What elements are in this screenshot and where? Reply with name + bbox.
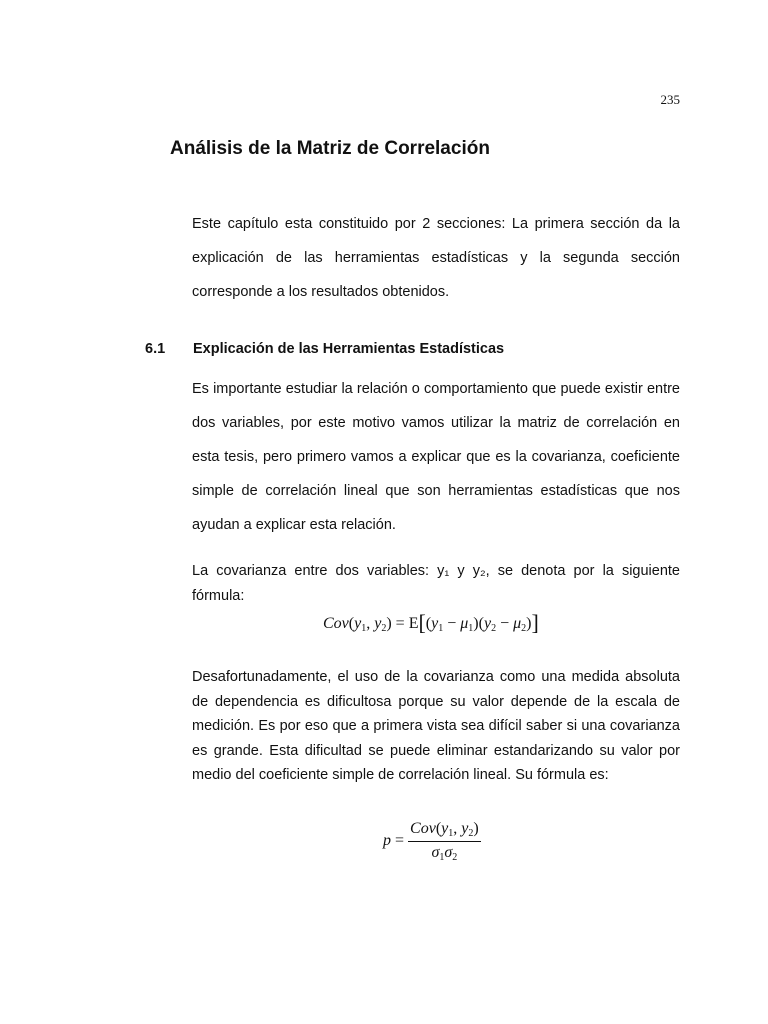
- section-paragraph: Es importante estudiar la relación o comportamiento que puede existir entre dos variables, por este motivo vamos utilizar la matriz de correlación en esta tesis, pero primero vamos a explicar que es la covarianza, coeficiente simple de correlación lineal que son herramientas estadísticas que nos ayudan a explicar esta relación.: [192, 381, 680, 533]
- fraction-numerator: $Cov(y_1$, $y_2$): [408, 820, 481, 842]
- expectation-symbol: E: [408, 615, 419, 632]
- intro-paragraph: Este capítulo esta constituido por 2 secciones: La primera sección da la explicación de las herramientas estadísticas y la segunda sección corresponde a los resultados obtenidos.: [192, 216, 680, 300]
- correlation-paragraph: Desafortunadamente, el uso de la covarianza como una medida absoluta de dependencia es dificultosa porque su valor depende de la escala de medición. Es por eso que a primera vista sea difícil saber si una covarianza es grande. Esta dificultad se puede eliminar estandarizando su valor por medio del coeficiente simple de correlación lineal. Su fórmula es:: [192, 669, 680, 783]
- correlation-fraction: [408, 820, 481, 863]
- p-symbol: p: [383, 832, 391, 850]
- section-number: 6.1: [145, 341, 166, 357]
- cov-func: Cov: [323, 615, 349, 632]
- page-number: 235: [660, 92, 680, 107]
- section-heading: [145, 341, 504, 357]
- section-title: Explicación de las Herramientas Estadísticas: [193, 341, 505, 357]
- covariance-formula: $Cov(y_1$, $y_2) = E[(y_1 - \mu_1)(y_2 - \mu_2)]$: [323, 610, 539, 635]
- fraction-denominator: $\sigma_1\sigma_2$: [431, 844, 458, 863]
- chapter-title: Análisis de la Matriz de Correlación: [170, 138, 490, 159]
- correlation-formula: p = $\frac{Cov(y_1, y_2)}{\sigma_1\sigma_2}$: [383, 820, 479, 863]
- covariance-paragraph: La covarianza entre dos variables: y₁ y y₂, se denota por la siguiente fórmula:: [192, 563, 680, 604]
